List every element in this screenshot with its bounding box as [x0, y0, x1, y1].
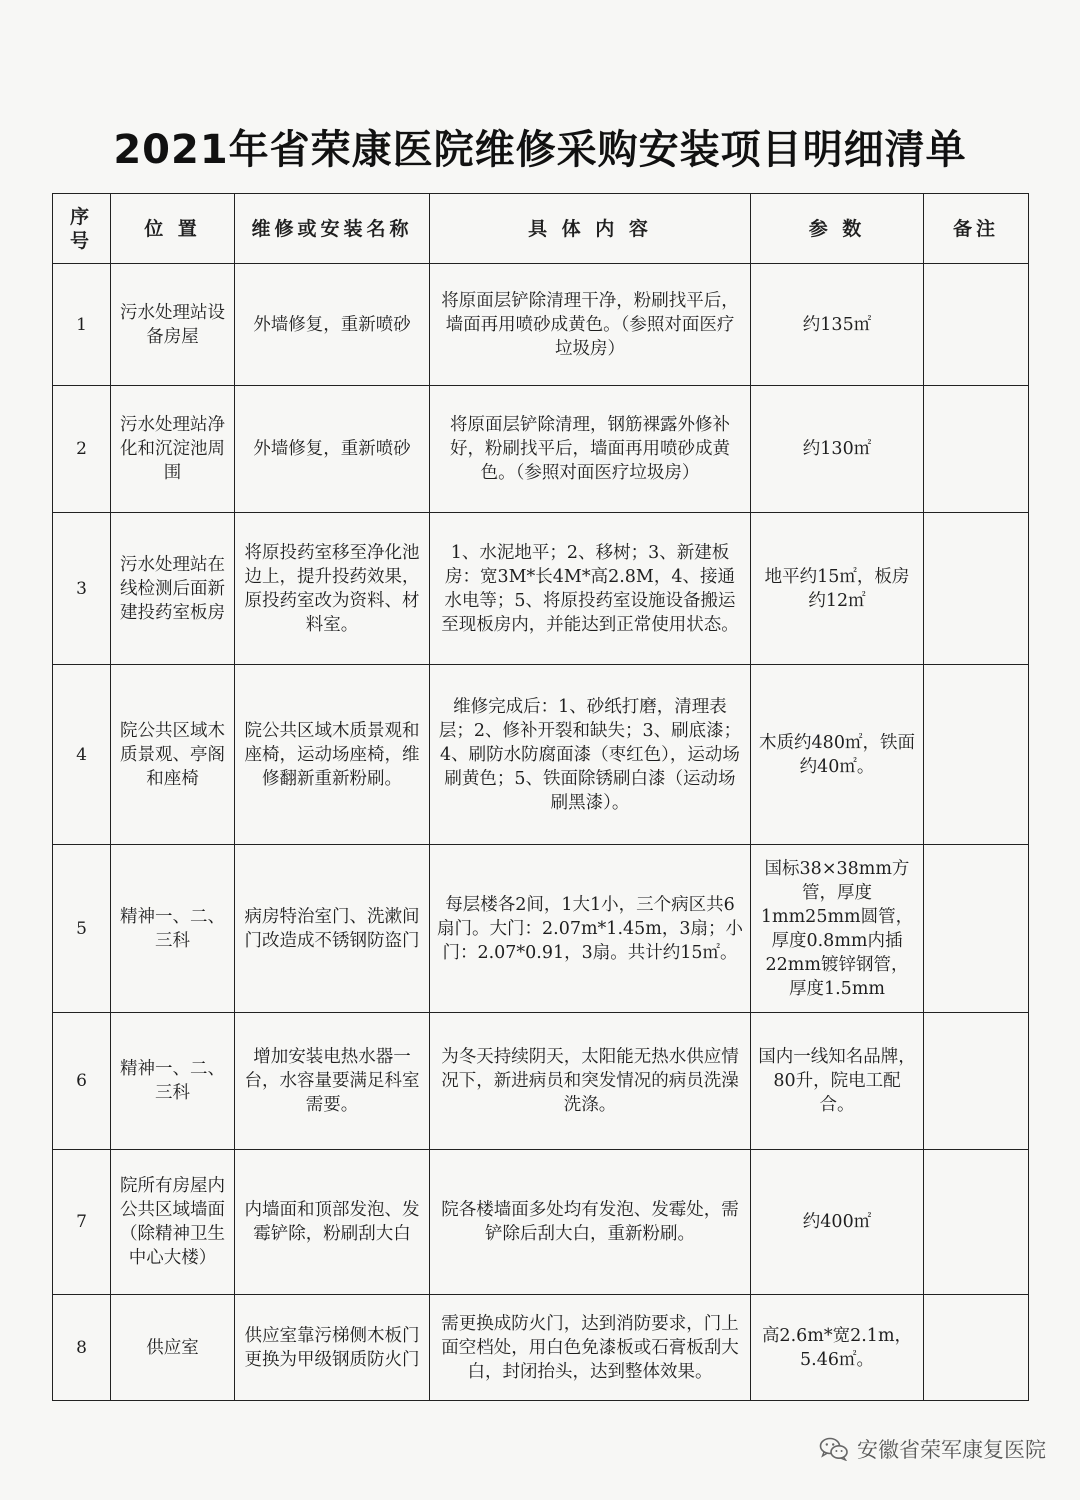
- table-row: [53, 513, 1029, 665]
- cell-name: 病房特治室门、洗漱间门改造成不锈钢防盗门: [235, 845, 430, 1013]
- cell-content: 将原面层铲除清理干净，粉刷找平后，墙面再用喷砂成黄色。（参照对面医疗垃圾房）: [430, 264, 751, 386]
- table-row: [53, 1150, 1029, 1295]
- cell-params: 高2.6m*宽2.1m，5.46㎡。: [751, 1295, 924, 1401]
- wechat-icon: [819, 1437, 849, 1461]
- cell-remarks: [924, 264, 1029, 386]
- cell-location: 院公共区域木质景观、亭阁和座椅: [111, 665, 235, 845]
- cell-seq: 8: [53, 1295, 111, 1401]
- cell-location: 精神一、二、三科: [111, 845, 235, 1013]
- header-seq: 序号: [53, 194, 111, 264]
- cell-seq: 4: [53, 665, 111, 845]
- cell-content: 1、水泥地平；2、移树；3、新建板房：宽3M*长4M*高2.8M，4、接通水电等；5、将原投药室设施设备搬运至现板房内，并能达到正常使用状态。: [430, 513, 751, 665]
- cell-location: 污水处理站设备房屋: [111, 264, 235, 386]
- cell-params: 木质约480㎡，铁面约40㎡。: [751, 665, 924, 845]
- watermark-label: 安徽省荣军康复医院: [857, 1438, 1046, 1462]
- cell-location: 院所有房屋内公共区域墙面（除精神卫生中心大楼）: [111, 1150, 235, 1295]
- table-row: [53, 665, 1029, 845]
- cell-content: 每层楼各2间，1大1小，三个病区共6扇门。大门：2.07m*1.45m，3扇；小门：2.07*0.91，3扇。共计约15㎡。: [430, 845, 751, 1013]
- header-name: 维修或安装名称: [235, 194, 430, 264]
- cell-content: 维修完成后：1、砂纸打磨，清理表层；2、修补开裂和缺失；3、刷底漆；4、刷防水防腐面漆（枣红色），运动场刷黄色；5、铁面除锈刷白漆（运动场刷黑漆）。: [430, 665, 751, 845]
- cell-location: 污水处理站在线检测后面新建投药室板房: [111, 513, 235, 665]
- cell-location: 污水处理站净化和沉淀池周围: [111, 386, 235, 513]
- cell-name: 增加安装电热水器一台，水容量要满足科室需要。: [235, 1013, 430, 1150]
- cell-name: 供应室靠污梯侧木板门更换为甲级钢质防火门: [235, 1295, 430, 1401]
- header-location: 位 置: [111, 194, 235, 264]
- cell-remarks: [924, 665, 1029, 845]
- cell-params: 约400㎡: [751, 1150, 924, 1295]
- table-row: [53, 845, 1029, 1013]
- account-watermark: [819, 1434, 1046, 1464]
- cell-content: 院各楼墙面多处均有发泡、发霉处，需铲除后刮大白，重新粉刷。: [430, 1150, 751, 1295]
- header-remarks: 备注: [924, 194, 1029, 264]
- cell-remarks: [924, 1150, 1029, 1295]
- cell-remarks: [924, 845, 1029, 1013]
- cell-remarks: [924, 513, 1029, 665]
- cell-seq: 7: [53, 1150, 111, 1295]
- table-row: [53, 264, 1029, 386]
- cell-name: 将原投药室移至净化池边上，提升投药效果，原投药室改为资料、材料室。: [235, 513, 430, 665]
- cell-seq: 1: [53, 264, 111, 386]
- cell-seq: 2: [53, 386, 111, 513]
- cell-params: 国标38×38mm方管，厚度1mm25mm圆管，厚度0.8mm内插22mm镀锌钢管，厚度1.5mm: [751, 845, 924, 1013]
- cell-name: 内墙面和顶部发泡、发霉铲除，粉刷刮大白: [235, 1150, 430, 1295]
- cell-remarks: [924, 1013, 1029, 1150]
- cell-params: 约130㎡: [751, 386, 924, 513]
- header-content: 具 体 内 容: [430, 194, 751, 264]
- cell-location: 精神一、二、三科: [111, 1013, 235, 1150]
- detail-table: [52, 193, 1029, 1401]
- cell-name: 院公共区域木质景观和座椅，运动场座椅，维修翻新重新粉刷。: [235, 665, 430, 845]
- cell-location: 供应室: [111, 1295, 235, 1401]
- cell-content: 将原面层铲除清理，钢筋裸露外修补好，粉刷找平后，墙面再用喷砂成黄色。（参照对面医疗垃圾房）: [430, 386, 751, 513]
- page-title: 2021年省荣康医院维修采购安装项目明细清单: [113, 127, 967, 173]
- table-row: [53, 1295, 1029, 1401]
- table-header-row: [53, 194, 1029, 264]
- cell-content: 为冬天持续阴天，太阳能无热水供应情况下，新进病员和突发情况的病员洗澡洗涤。: [430, 1013, 751, 1150]
- cell-seq: 3: [53, 513, 111, 665]
- cell-seq: 5: [53, 845, 111, 1013]
- cell-name: 外墙修复，重新喷砂: [235, 264, 430, 386]
- cell-seq: 6: [53, 1013, 111, 1150]
- cell-name: 外墙修复，重新喷砂: [235, 386, 430, 513]
- cell-params: 国内一线知名品牌，80升，院电工配合。: [751, 1013, 924, 1150]
- cell-content: 需更换成防火门，达到消防要求，门上面空档处，用白色免漆板或石膏板刮大白，封闭抬头，达到整体效果。: [430, 1295, 751, 1401]
- cell-remarks: [924, 1295, 1029, 1401]
- table-row: [53, 386, 1029, 513]
- cell-remarks: [924, 386, 1029, 513]
- table-row: [53, 1013, 1029, 1150]
- cell-params: 约135㎡: [751, 264, 924, 386]
- cell-params: 地平约15㎡，板房约12㎡: [751, 513, 924, 665]
- header-params: 参 数: [751, 194, 924, 264]
